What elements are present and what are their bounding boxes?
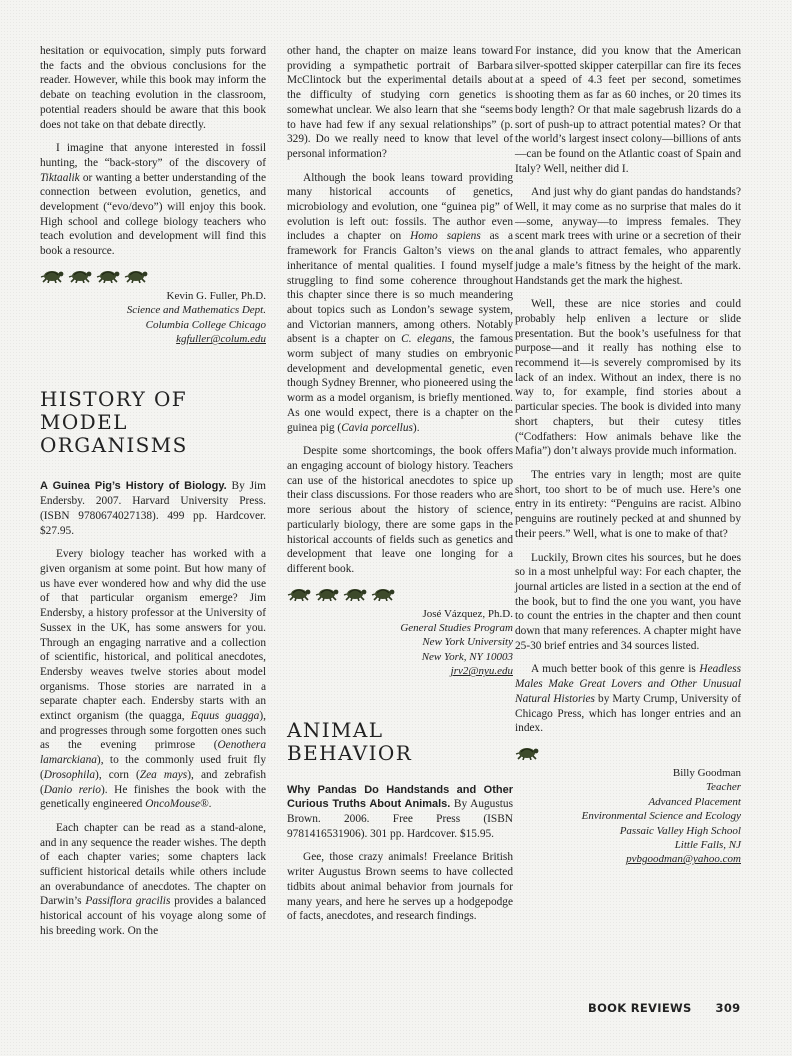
turtle-ornament xyxy=(287,585,513,601)
reviewer-email: kgfuller@colum.edu xyxy=(176,333,266,346)
reviewer-email: pvbgoodman@yahoo.com xyxy=(626,853,741,866)
reviewer-name: José Vázquez, Ph.D. xyxy=(422,607,513,620)
section-heading: ANIMAL BEHAVIOR xyxy=(287,717,413,765)
paragraph: Every biology teacher has worked with a given organism at some point. But how many of us have ever wondered how and why did the use of that particular organism emerge? Jim Endersby, a history professor at the University of Sussex in the UK, has some answers for you. Through an engaging narrative and a collection of scientific, historical, and political anecdotes, Endersby weaves twelve stories about model organisms. Those stories are narrated in a separate chapter each. Endersby starts with an extinct organism (the quagga, Equus guagga), and progresses through some forgotten ones such as the evening primrose (Oenothera lamarckiana), to the commonly used fruit fly (Drosophila), corn (Zea mays), and zebrafish (Danio rerio). He finishes the book with the genetically engineered OncoMouse®. xyxy=(40,548,266,811)
section-heading: HISTORY OF MODEL ORGANISMS xyxy=(40,387,188,458)
reviewer-city: Little Falls, NJ xyxy=(674,838,741,851)
turtle-icon xyxy=(68,267,92,283)
turtle-icon xyxy=(40,267,64,283)
turtle-icon xyxy=(315,585,339,601)
book-citation: A Guinea Pig’s History of Biology. By Jim Endersby. 2007. Harvard University Press. (ISBN 9780674027138). 499 pp. Hardcover. $27.95. xyxy=(40,480,266,537)
paragraph: Despite some shortcomings, the book offers an engaging account of biology history. Teachers can use of the historical anecdotes to spice up their class discussions. For those readers who are more serious about the history of science, particularly biology, there are some gaps in the historical accounts of fields such as genetics and development that leave one longing for a different book. xyxy=(287,445,513,575)
paragraph: A much better book of this genre is Headless Males Make Great Lovers and Other Unusual Natural Histories by Marty Crump, University of Chicago Press, which has longer entries and an index. xyxy=(515,663,742,735)
turtle-icon xyxy=(96,267,120,283)
turtle-ornament xyxy=(40,267,266,283)
paragraph: Each chapter can be read as a stand-alone, and in any sequence the reader wishes. The depth of each chapter varies; some chapters lack sufficient historical details while others include an overabundance of anecdotes. The chapter on Darwin’s Passiflora gracilis provides a balanced historical account of his voyage along some of his breeding work. On the xyxy=(40,821,266,937)
turtle-icon xyxy=(371,585,395,601)
reviewer-email: jrv2@nyu.edu xyxy=(450,665,513,678)
reviewer-institution: Columbia College Chicago xyxy=(145,318,266,331)
paragraph: Well, these are nice stories and could probably help enliven a lecture or slide presentation. But the book’s usefulness for that purpose—and it really has nothing else to recommend it—is severely compromised by its lack of an index. Without an index, there is no way to, for example, find stories about a particular species. The book is divided into many short chapters, but their cutesy titles (“Codfathers: How animals behave like the Mafia”) don’t always provide much information. xyxy=(515,298,741,458)
reviewer-school: Passaic Valley High School xyxy=(619,824,741,837)
paragraph: Luckily, Brown cites his sources, but he does so in a most unhelpful way: For each chapter, the journal articles are listed in a section at the end of the book, but to find the one you want, you have to count the entries in the chapter and then count down that many references. A chapter might have 25-30 brief entries and 34 sources listed. xyxy=(515,551,741,652)
reviewer-city: New York, NY 10003 xyxy=(421,650,513,663)
reviewer-signature xyxy=(515,766,741,867)
reviewer-signature xyxy=(287,607,513,679)
page-number: 309 xyxy=(715,1001,741,1015)
reviewer-signature xyxy=(40,289,266,347)
paragraph: For instance, did you know that the American silver-spotted skipper caterpillar can fire its feces at a speed of 4.3 feet per second, sometimes shooting them as far as 60 inches, or 20 times its body length? Or that male sagebrush lizards do a sort of push-up to attract potential mates? Or that the world’s largest insect colony—billions of ants—can be found on the Atlantic coast of Spain and Italy? Well, neither did I. xyxy=(515,45,741,175)
reviewer-program: Advanced Placement xyxy=(648,795,741,808)
reviewer-name: Kevin G. Fuller, Ph.D. xyxy=(166,289,266,302)
paragraph: hesitation or equivocation, simply puts forward the facts and the obvious conclusions for the reader. However, while this book may inform the debate on teaching evolution in the classroom, potential readers should be aware that this book does not take on that debate directly. xyxy=(40,45,266,131)
paragraph: Gee, those crazy animals! Freelance British writer Augustus Brown seems to have collected tidbits about animal behavior from journals for many years, and here he serves up a hodgepodge of facts, anecdotes, and research findings. xyxy=(287,851,513,923)
page-footer xyxy=(588,1001,740,1015)
paragraph: other hand, the chapter on maize leans toward providing a sympathetic portrait of Barbara McClintock but the experimental details about the difficulty of studying corn genetics is somewhat unclear. We also learn that she “seems to have had few if any sexual relationships” (p. 329). Do we really need to know that level of personal information? xyxy=(287,45,513,160)
paragraph: The entries vary in length; most are quite short, too short to be of much use. Here’s one entry in its entirety: “Penguins are racist. Albino penguins are routinely pecked at and shunned by their peers.” Well, what is one to make of that? xyxy=(515,468,741,540)
reviewer-dept: Science and Mathematics Dept. xyxy=(126,304,266,317)
column-left xyxy=(40,44,266,939)
reviewer-program: General Studies Program xyxy=(400,622,513,635)
turtle-icon xyxy=(124,267,148,283)
paragraph: Although the book leans toward providing many historical accounts of genetics, microbiology and evolution, one “guinea pig” of evolution is left out: fossils. The author even includes a chapter on Homo sapiens as a framework for Francis Galton’s views on the inheritance of mental qualities. I found myself struggling to find some coherence throughout this chapter since there is so much meandering about topics such as London’s sewage system, and Victorian manners, among others. Notably absent is a chapter on C. elegans, the famous worm subject of many studies on embryonic development and developmental genetic, even though Sydney Brenner, who pioneered using the worm as a model organism, is briefly mentioned. As one would expect, there is a chapter on the guinea pig (Cavia porcellus). xyxy=(287,171,514,434)
paragraph: I imagine that anyone interested in fossil hunting, the “back-story” of the discovery of Tiktaalik or wanting a better understanding of the connection between evolution, genetics, and development (“evo/devo”) will enjoy this book. High school and college biology teachers who teach evolution and development will find this book a resource. xyxy=(40,142,266,258)
turtle-icon xyxy=(287,585,311,601)
reviewer-title: Teacher xyxy=(705,781,741,794)
book-citation: Why Pandas Do Handstands and Other Curious Truths About Animals. By Augustus Brown. 2006. Free Press (ISBN 9781416531906). 301 pp. Hardcover. $15.95. xyxy=(287,783,513,840)
turtle-icon xyxy=(515,744,539,760)
turtle-icon xyxy=(343,585,367,601)
paragraph: And just why do giant pandas do handstands? Well, it may come as no surprise that males do it—some, anyway—to impress females. They scent mark trees with urine or a secretion of their anal glands to attract females, who apparently judge a male’s fitness by the height of the mark. Handstands get the mark the highest. xyxy=(515,186,741,287)
column-right xyxy=(515,44,741,867)
reviewer-program: Environmental Science and Ecology xyxy=(581,810,741,823)
column-middle xyxy=(287,44,513,924)
turtle-ornament xyxy=(515,744,741,760)
reviewer-institution: New York University xyxy=(422,636,513,649)
reviewer-name: Billy Goodman xyxy=(672,766,741,779)
running-footer-title: BOOK REVIEWS xyxy=(588,1001,692,1015)
